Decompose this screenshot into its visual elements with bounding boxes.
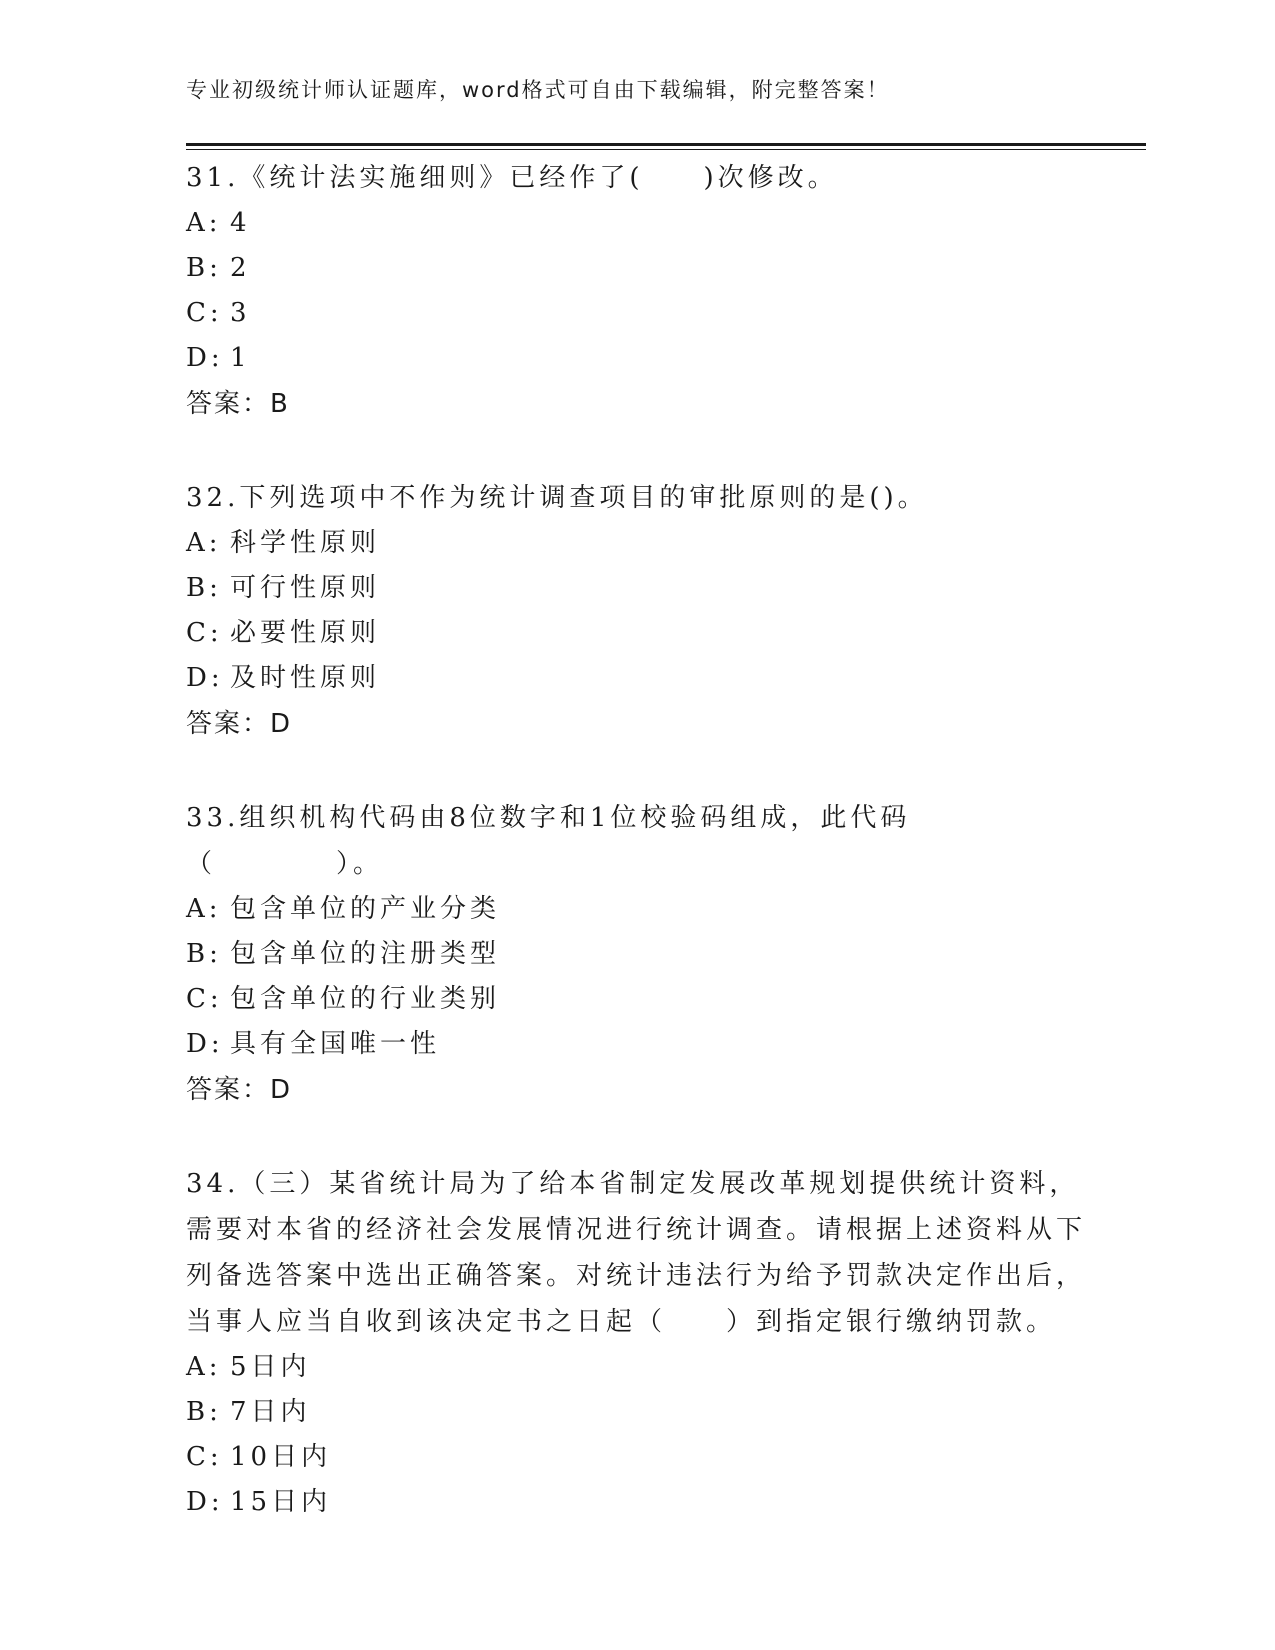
header-divider-thin [186,149,1146,150]
option-d [186,656,1086,701]
question-stem: 34.（三）某省统计局为了给本省制定发展改革规划提供统计资料，需要对本省的经济社会发展情况进行统计调查。请根据上述资料从下列备选答案中选出正确答案。对统计违法行为给予罚款决定作出后，当事人应当自收到该决定书之日起（ ）到指定银行缴纳罚款。 [186,1169,1087,1337]
option-text: 包含单位的行业类别 [230,984,501,1014]
option-text: 1 [230,343,251,373]
option-letter: C: [186,984,223,1014]
option-letter: C: [186,1442,223,1472]
question-list [186,155,1086,1573]
option-text: 4 [230,208,251,238]
option-text: 5日内 [230,1352,311,1382]
option-b [186,1390,1086,1435]
option-text: 15日内 [230,1487,332,1517]
option-a [186,1345,1086,1390]
option-letter: A: [186,894,222,924]
option-b [186,246,1086,291]
option-text: 可行性原则 [230,573,381,603]
answer-line: 答案：B [186,389,290,419]
option-letter: D: [186,343,224,373]
answer-line: 答案：D [186,1075,293,1105]
option-letter: B: [186,1397,222,1427]
option-a [186,887,1086,932]
option-text: 包含单位的注册类型 [230,939,501,969]
option-letter: A: [186,1352,222,1382]
question-stem: 32.下列选项中不作为统计调查项目的审批原则的是()。 [186,483,928,513]
option-letter: D: [186,663,224,693]
option-c [186,291,1086,336]
option-text: 包含单位的产业分类 [230,894,501,924]
answer-line: 答案：D [186,709,293,739]
question-33 [186,795,1086,1113]
option-text: 及时性原则 [230,663,381,693]
option-letter: B: [186,939,222,969]
option-letter: B: [186,573,222,603]
option-letter: D: [186,1487,224,1517]
option-letter: C: [186,298,223,328]
option-c [186,977,1086,1022]
option-c [186,1435,1086,1480]
option-b [186,932,1086,977]
option-letter: B: [186,253,222,283]
option-text: 具有全国唯一性 [230,1029,441,1059]
option-text: 科学性原则 [230,528,381,558]
option-a [186,521,1086,566]
option-letter: A: [186,528,222,558]
question-34 [186,1161,1086,1525]
option-letter: C: [186,618,223,648]
question-stem: 33.组织机构代码由8位数字和1位校验码组成，此代码（ ）。 [186,803,911,879]
header-divider [186,143,1146,146]
option-a [186,201,1086,246]
option-text: 7日内 [230,1397,311,1427]
option-text: 2 [230,253,251,283]
option-b [186,566,1086,611]
option-d [186,1480,1086,1525]
option-d [186,336,1086,381]
question-31 [186,155,1086,427]
question-stem: 31.《统计法实施细则》已经作了( )次修改。 [186,163,838,193]
option-letter: D: [186,1029,224,1059]
option-text: 10日内 [230,1442,332,1472]
option-text: 必要性原则 [230,618,381,648]
option-letter: A: [186,208,222,238]
option-d [186,1022,1086,1067]
page-header: 专业初级统计师认证题库，word格式可自由下载编辑，附完整答案！ [186,78,890,102]
option-c [186,611,1086,656]
option-text: 3 [230,298,251,328]
question-32 [186,475,1086,747]
